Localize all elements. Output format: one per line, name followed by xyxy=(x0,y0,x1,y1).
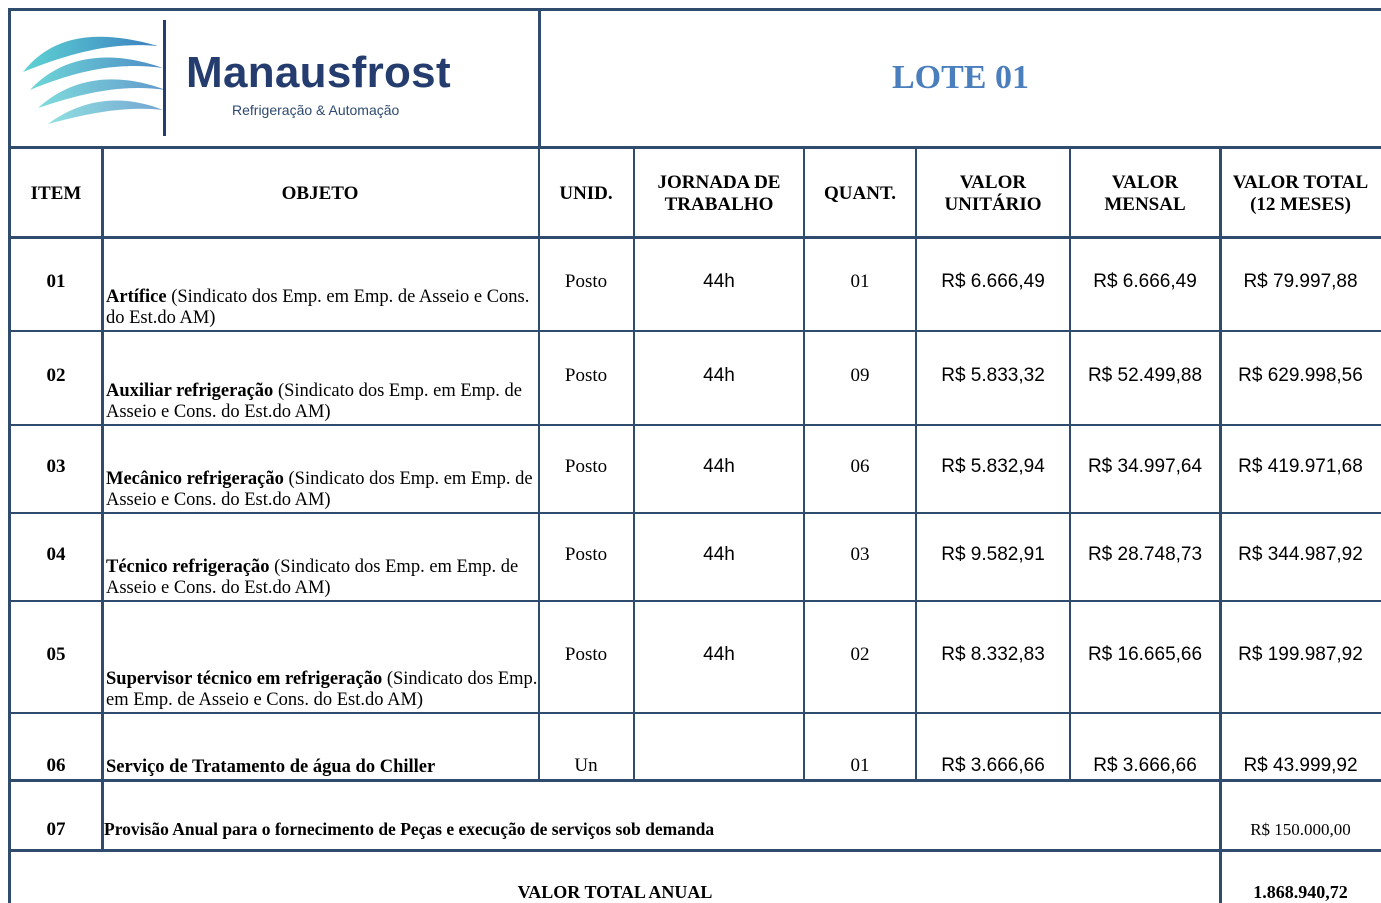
row-unid: Posto xyxy=(564,271,608,292)
row-unitario: R$ 5.832,94 xyxy=(941,456,1045,477)
header-mensal-line1: VALOR xyxy=(1111,172,1179,193)
grid-line xyxy=(1219,149,1222,903)
row-jornada: 44h xyxy=(703,544,735,565)
row-quant: 06 xyxy=(850,456,870,477)
row-total: R$ 419.971,68 xyxy=(1238,456,1363,477)
header-jornada xyxy=(634,150,804,238)
footer-total: 1.868.940,72 xyxy=(1253,882,1348,902)
header-quant: QUANT. xyxy=(824,183,896,204)
row-mensal: R$ 16.665,66 xyxy=(1087,644,1203,665)
row-objeto-desc: (Sindicato dos Emp. em Emp. de Asseio e Cons. do Est.do AM) xyxy=(106,381,522,422)
grid-line xyxy=(915,149,917,781)
row-total: R$ 629.998,56 xyxy=(1238,365,1363,386)
row-objeto-text xyxy=(106,469,538,511)
header-total-line1: VALOR TOTAL xyxy=(1232,172,1369,193)
header-jornada-line2: TRABALHO xyxy=(664,194,774,215)
row-jornada: 44h xyxy=(703,644,735,665)
header-unid: UNID. xyxy=(559,183,613,204)
row-quant: 01 xyxy=(850,271,870,292)
row-objeto-text xyxy=(106,381,538,423)
header-unitario-line1: VALOR xyxy=(959,172,1027,193)
row-unitario: R$ 9.582,91 xyxy=(941,544,1045,565)
grid-line xyxy=(8,512,1381,514)
row-unid: Un xyxy=(574,755,598,776)
row-objeto xyxy=(102,332,538,426)
grid-line xyxy=(538,8,541,149)
row-total: R$ 344.987,92 xyxy=(1238,544,1363,565)
row-objeto xyxy=(102,714,538,781)
footer-label: VALOR TOTAL ANUAL xyxy=(517,882,713,902)
row-objeto-title: Auxiliar refrigeração xyxy=(106,381,274,401)
grid-line xyxy=(1069,149,1071,781)
header-mensal-line2: MENSAL xyxy=(1104,194,1186,215)
row7-desc: Provisão Anual para o fornecimento de Peças e execução de serviços sob demanda xyxy=(104,819,715,839)
row7-total: R$ 150.000,00 xyxy=(1250,820,1351,839)
row-total: R$ 199.987,92 xyxy=(1238,644,1363,665)
row-objeto xyxy=(102,426,538,514)
row-mensal: R$ 34.997,64 xyxy=(1087,456,1203,477)
row-total: R$ 79.997,88 xyxy=(1243,271,1358,292)
grid-line xyxy=(101,149,104,849)
row-item: 04 xyxy=(46,544,66,565)
grid-line xyxy=(8,146,1381,149)
row-mensal: R$ 6.666,49 xyxy=(1093,271,1197,292)
row-total: R$ 43.999,92 xyxy=(1243,755,1358,776)
row-item: 05 xyxy=(46,644,66,665)
row-quant: 01 xyxy=(850,755,870,776)
row-objeto xyxy=(102,602,538,714)
grid-line xyxy=(633,149,635,781)
row-objeto-title: Serviço de Tratamento de água do Chiller xyxy=(106,757,436,777)
row7-item: 07 xyxy=(46,819,66,840)
row-unitario: R$ 6.666,49 xyxy=(941,271,1045,292)
row-objeto-text xyxy=(106,757,435,778)
grid-line xyxy=(8,8,1381,11)
lote-title: LOTE 01 xyxy=(892,59,1029,96)
row-objeto-desc: (Sindicato dos Emp. em Emp. de Asseio e Cons. do Est.do AM) xyxy=(106,557,519,598)
grid-line xyxy=(8,8,11,903)
logo-divider xyxy=(163,20,166,136)
row-mensal: R$ 52.499,88 xyxy=(1087,365,1203,386)
row-mensal: R$ 28.748,73 xyxy=(1087,544,1203,565)
grid-line xyxy=(8,330,1381,332)
row-item: 02 xyxy=(46,365,66,386)
row-mensal: R$ 3.666,66 xyxy=(1093,755,1197,776)
row-objeto-desc: (Sindicato dos Emp. em Emp. de Asseio e Cons. do Est.do AM) xyxy=(106,469,533,510)
row-unid: Posto xyxy=(564,644,608,665)
header-objeto: OBJETO xyxy=(281,183,359,204)
row-jornada: 44h xyxy=(703,365,735,386)
header-total-line2: (12 MESES) xyxy=(1250,194,1351,215)
grid-line xyxy=(8,424,1381,426)
wave-logo-icon xyxy=(18,24,168,134)
grid-line xyxy=(8,779,1381,782)
grid-line xyxy=(8,712,1381,714)
row-unid: Posto xyxy=(564,365,608,386)
row-objeto xyxy=(102,514,538,602)
row-unitario: R$ 3.666,66 xyxy=(941,755,1045,776)
row-objeto-desc: (Sindicato dos Emp. em Emp. de Asseio e Cons. do Est.do AM) xyxy=(106,287,530,328)
row-quant: 02 xyxy=(850,644,870,665)
header-unitario xyxy=(916,150,1070,238)
row-objeto-text xyxy=(106,557,538,599)
grid-line xyxy=(8,600,1381,602)
row-objeto-title: Técnico refrigeração xyxy=(106,557,270,577)
row-objeto xyxy=(102,238,538,332)
grid-line xyxy=(803,149,805,781)
row-jornada xyxy=(634,714,804,781)
row-unid: Posto xyxy=(564,456,608,477)
row-unid: Posto xyxy=(564,544,608,565)
row-objeto-title: Mecânico refrigeração xyxy=(106,469,284,489)
row-objeto-title: Artífice xyxy=(106,287,167,307)
grid-line xyxy=(8,849,1381,852)
row-item: 03 xyxy=(46,456,66,477)
header-mensal xyxy=(1070,150,1220,238)
row-quant: 09 xyxy=(850,365,870,386)
grid-line xyxy=(538,149,540,781)
logo-tagline: Refrigeração & Automação xyxy=(232,102,400,118)
logo-name: Manausfrost xyxy=(186,48,451,97)
row-jornada: 44h xyxy=(703,456,735,477)
row-quant: 03 xyxy=(850,544,870,565)
grid-line xyxy=(8,236,1381,239)
row-item: 01 xyxy=(46,271,66,292)
header-unitario-line2: UNITÁRIO xyxy=(944,194,1042,215)
row-objeto-text xyxy=(106,287,538,329)
row-unitario: R$ 8.332,83 xyxy=(941,644,1045,665)
row-unitario: R$ 5.833,32 xyxy=(941,365,1045,386)
row-objeto-text xyxy=(106,669,538,711)
row-objeto-desc: (Sindicato dos Emp. em Emp. de Asseio e Cons. do Est.do AM) xyxy=(106,669,538,710)
row-objeto-title: Supervisor técnico em refrigeração xyxy=(106,669,383,689)
header-jornada-line1: JORNADA DE xyxy=(657,172,781,193)
header-total xyxy=(1220,150,1381,238)
logo xyxy=(10,10,538,146)
row-jornada: 44h xyxy=(703,271,735,292)
row-item: 06 xyxy=(46,755,66,776)
header-item: ITEM xyxy=(30,183,82,204)
